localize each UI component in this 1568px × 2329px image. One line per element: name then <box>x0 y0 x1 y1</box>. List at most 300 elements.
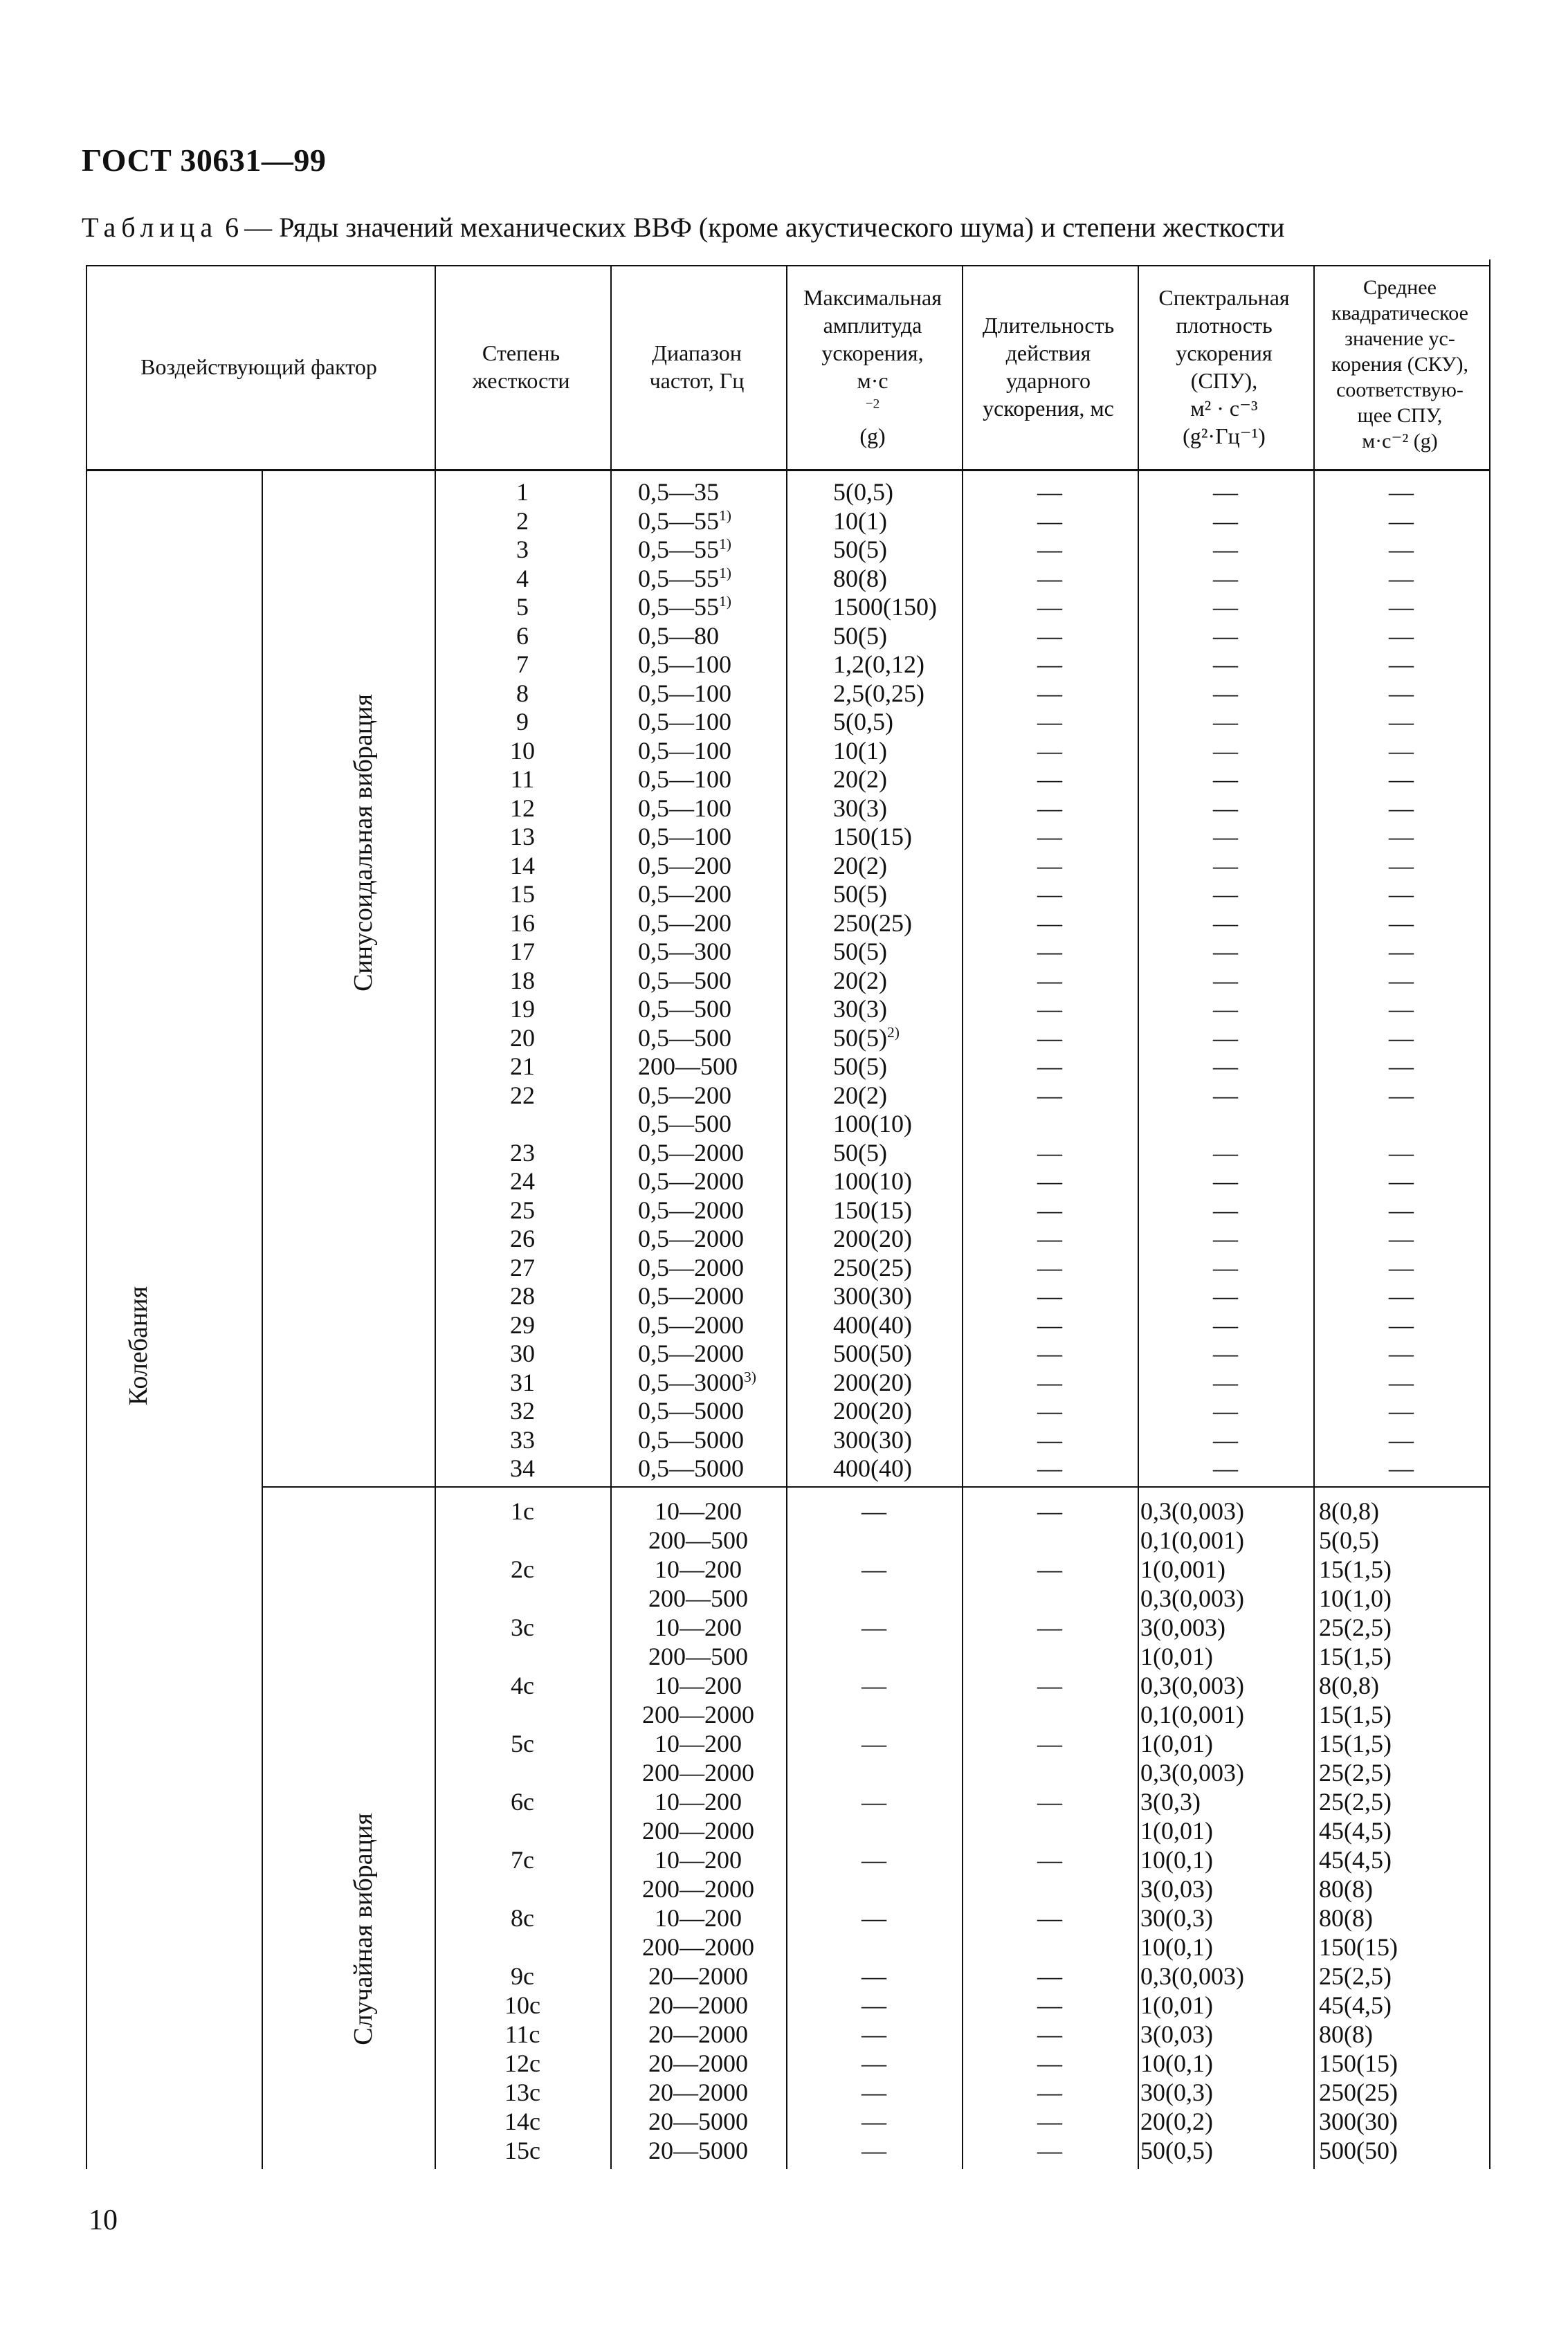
frequency-cell <box>638 477 786 506</box>
frequency-cell-text: 0,5—80 <box>638 621 719 650</box>
rms-cell-text: 25(2,5) <box>1319 1614 1392 1641</box>
rms-dash: — <box>1389 1425 1414 1454</box>
duration-dash: — <box>1037 1196 1062 1224</box>
duration-dash: — <box>1037 1397 1062 1425</box>
severity-cell-text: 6 <box>516 621 529 650</box>
severity-cell-text: 5 <box>516 593 529 621</box>
frequency-cell <box>638 1224 786 1253</box>
amplitude-cell <box>833 1023 962 1052</box>
psd-cell <box>1140 1903 1313 1933</box>
severity-cell-text: 29 <box>510 1310 535 1339</box>
frequency-cell <box>638 1052 786 1081</box>
psd-cell <box>1140 1584 1313 1613</box>
severity-cell <box>435 1339 610 1368</box>
severity-cell <box>435 1023 610 1052</box>
psd-cell-text: 30(0,3) <box>1140 2079 1213 2106</box>
rms-cell-text: 250(25) <box>1319 2079 1398 2106</box>
frequency-cell-text: 0,5—2000 <box>638 1196 744 1224</box>
frequency-cell <box>610 1874 786 1903</box>
severity-cell-text: 4 <box>516 564 529 592</box>
amplitude-cell-text: 100(10) <box>833 1110 912 1138</box>
psd-cell-text: 1(0,01) <box>1140 1730 1213 1757</box>
psd-dash: — <box>1213 564 1238 592</box>
frequency-cell <box>610 2136 786 2165</box>
severity-cell-text: 3с <box>511 1614 534 1641</box>
amplitude-cell <box>833 707 962 736</box>
frequency-cell <box>610 1962 786 1991</box>
severity-cell <box>435 765 610 794</box>
rms-dash: — <box>1389 1310 1414 1339</box>
amplitude-cell-text: 50(5) <box>833 536 887 563</box>
rms-cell-text: 45(4,5) <box>1319 1817 1392 1845</box>
severity-cell-text: 11с <box>504 2020 540 2048</box>
rms-cell <box>1319 2107 1489 2136</box>
severity-cell-text: 2 <box>516 506 529 535</box>
amplitude-cell <box>833 650 962 679</box>
severity-cell-text: 16 <box>510 908 535 937</box>
severity-cell <box>435 1167 610 1196</box>
amplitude-cell-text: 50(5) <box>833 1023 887 1052</box>
frequency-cell-text: 10—200 <box>655 1497 742 1525</box>
frequency-cell <box>638 851 786 880</box>
frequency-cell <box>638 1454 786 1483</box>
psd-cell-text: 0,1(0,001) <box>1140 1701 1244 1728</box>
duration-dash: — <box>1037 1614 1062 1641</box>
frequency-cell-footnote: 1) <box>719 536 731 552</box>
psd-cell-text: 3(0,03) <box>1140 2020 1213 2048</box>
amplitude-cell <box>833 564 962 593</box>
amplitude-dash: — <box>862 2079 886 2106</box>
severity-cell-text: 13с <box>504 2079 540 2106</box>
frequency-cell-text: 0,5—55 <box>638 536 719 563</box>
frequency-cell <box>638 765 786 794</box>
frequency-cell <box>638 1109 786 1138</box>
psd-dash: — <box>1213 1196 1238 1224</box>
severity-cell <box>435 1396 610 1425</box>
severity-cell <box>435 2049 610 2078</box>
amplitude-cell <box>833 1138 962 1167</box>
frequency-cell <box>610 2078 786 2107</box>
duration-dash: — <box>1037 794 1062 822</box>
psd-dash: — <box>1213 1310 1238 1339</box>
amplitude-cell-text: 50(5) <box>833 938 887 965</box>
frequency-cell-footnote: 3) <box>744 1368 756 1385</box>
frequency-cell-text: 200—2000 <box>642 1817 754 1845</box>
frequency-cell <box>638 966 786 995</box>
frequency-cell-text: 200—2000 <box>642 1701 754 1728</box>
frequency-cell-text: 20—2000 <box>648 2020 748 2048</box>
severity-cell-text: 9с <box>511 1962 534 1990</box>
caption-prefix: Таблица <box>82 212 219 243</box>
frequency-cell-footnote: 1) <box>719 506 731 524</box>
amplitude-cell <box>833 937 962 966</box>
severity-cell <box>435 506 610 536</box>
rms-dash: — <box>1389 1454 1414 1482</box>
psd-dash: — <box>1213 708 1238 736</box>
duration-dash: — <box>1037 1555 1062 1583</box>
psd-cell-text: 30(0,3) <box>1140 1904 1213 1932</box>
frequency-cell <box>610 1700 786 1729</box>
severity-cell-text: 1 <box>516 478 529 506</box>
rms-cell <box>1319 2136 1489 2165</box>
group-label-oscillations: Колебания <box>124 1286 153 1406</box>
psd-cell <box>1140 1845 1313 1874</box>
amplitude-cell-text: 500(50) <box>833 1340 912 1367</box>
frequency-cell-text: 0,5—3000 <box>638 1368 744 1396</box>
severity-cell-text: 18 <box>510 966 535 994</box>
column-border-0 <box>435 265 436 2169</box>
amplitude-cell-text: 2,5(0,25) <box>833 679 924 707</box>
column-border-5 <box>1313 265 1315 2169</box>
frequency-cell-text: 0,5—100 <box>638 679 731 707</box>
psd-cell <box>1140 1962 1313 1991</box>
psd-dash: — <box>1213 736 1238 765</box>
frequency-cell-text: 10—200 <box>655 1672 742 1699</box>
psd-dash: — <box>1213 1225 1238 1252</box>
severity-cell-text: 24 <box>510 1167 535 1195</box>
frequency-cell-text: 0,5—55 <box>638 593 719 621</box>
psd-cell-text: 1(0,01) <box>1140 1817 1213 1845</box>
psd-cell <box>1140 1555 1313 1584</box>
amplitude-dash: — <box>862 1991 886 2019</box>
amplitude-cell <box>833 1454 962 1483</box>
psd-cell-text: 0,3(0,003) <box>1140 1584 1244 1612</box>
rms-cell-text: 15(1,5) <box>1319 1555 1392 1583</box>
table-top-border <box>86 265 1490 266</box>
amplitude-cell-text: 30(3) <box>833 794 887 822</box>
frequency-cell-text: 200—500 <box>648 1526 748 1554</box>
duration-dash: — <box>1037 1788 1062 1816</box>
psd-dash: — <box>1213 765 1238 793</box>
frequency-cell <box>638 564 786 593</box>
severity-cell <box>435 1081 610 1110</box>
severity-cell-text: 3 <box>516 536 529 563</box>
frequency-cell <box>638 621 786 650</box>
frequency-cell-text: 0,5—200 <box>638 880 731 908</box>
rms-dash: — <box>1389 794 1414 822</box>
severity-cell-text: 11 <box>510 765 535 793</box>
amplitude-cell <box>833 1052 962 1081</box>
frequency-cell-text: 200—500 <box>648 1643 748 1670</box>
psd-cell <box>1140 2107 1313 2136</box>
frequency-cell <box>610 1729 786 1758</box>
duration-dash: — <box>1037 966 1062 994</box>
frequency-cell-text: 0,5—500 <box>638 1023 731 1052</box>
col-header-duration: Длительность действия ударного ускорения, мс <box>982 313 1115 421</box>
severity-cell <box>435 1138 610 1167</box>
frequency-cell <box>638 506 786 536</box>
rms-dash: — <box>1389 966 1414 994</box>
amplitude-cell-text: 20(2) <box>833 851 887 879</box>
psd-cell-text: 1(0,01) <box>1140 1643 1213 1670</box>
amplitude-cell <box>833 851 962 880</box>
psd-dash: — <box>1213 621 1238 650</box>
rms-dash: — <box>1389 880 1414 908</box>
frequency-cell <box>610 1991 786 2020</box>
amplitude-dash: — <box>862 1672 886 1699</box>
frequency-cell <box>610 1642 786 1671</box>
rms-cell-text: 45(4,5) <box>1319 1991 1392 2019</box>
amplitude-cell <box>833 1396 962 1425</box>
severity-cell-text: 2с <box>511 1555 534 1583</box>
frequency-cell <box>610 1584 786 1613</box>
frequency-cell <box>638 1368 786 1397</box>
severity-cell-text: 9 <box>516 708 529 736</box>
duration-dash: — <box>1037 1368 1062 1396</box>
amplitude-cell <box>833 1081 962 1110</box>
severity-cell <box>435 1671 610 1700</box>
rms-dash: — <box>1389 650 1414 678</box>
frequency-cell-text: 200—2000 <box>642 1875 754 1903</box>
severity-cell-text: 8с <box>511 1904 534 1932</box>
amplitude-cell <box>833 506 962 536</box>
duration-dash: — <box>1037 880 1062 908</box>
duration-dash: — <box>1037 1991 1062 2019</box>
group-split-border <box>262 1486 1490 1488</box>
severity-cell-text: 15 <box>510 880 535 908</box>
amplitude-cell <box>833 1310 962 1340</box>
frequency-cell-text: 0,5—2000 <box>638 1225 744 1252</box>
amplitude-cell <box>833 908 962 938</box>
duration-dash: — <box>1037 765 1062 793</box>
duration-dash: — <box>1037 1425 1062 1454</box>
rms-dash: — <box>1389 564 1414 592</box>
rms-dash: — <box>1389 478 1414 506</box>
psd-dash: — <box>1213 1167 1238 1195</box>
rms-cell <box>1319 1700 1489 1729</box>
amplitude-cell-text: 5(0,5) <box>833 478 893 506</box>
severity-cell-text: 28 <box>510 1282 535 1310</box>
duration-dash: — <box>1037 1138 1062 1167</box>
frequency-cell-text: 20—2000 <box>648 1962 748 1990</box>
frequency-cell <box>638 1396 786 1425</box>
severity-cell <box>435 822 610 851</box>
rms-dash: — <box>1389 1167 1414 1195</box>
severity-cell <box>435 592 610 621</box>
psd-dash: — <box>1213 1368 1238 1396</box>
column-border-2 <box>786 265 787 2169</box>
frequency-cell <box>610 1497 786 1526</box>
frequency-cell-text: 20—2000 <box>648 1991 748 2019</box>
amplitude-cell-text: 1,2(0,12) <box>833 650 924 678</box>
frequency-cell-text: 0,5—200 <box>638 1081 731 1109</box>
amplitude-dash: — <box>862 1846 886 1874</box>
psd-cell <box>1140 2078 1313 2107</box>
psd-cell-text: 10(0,1) <box>1140 2049 1213 2077</box>
page-number: 10 <box>89 2204 118 2236</box>
amplitude-cell <box>833 1339 962 1368</box>
frequency-cell-text: 0,5—5000 <box>638 1397 744 1425</box>
duration-dash: — <box>1037 2079 1062 2106</box>
amplitude-dash: — <box>862 1962 886 1990</box>
amplitude-dash: — <box>862 1555 886 1583</box>
amplitude-cell <box>833 1196 962 1225</box>
severity-cell-text: 26 <box>510 1225 535 1252</box>
amplitude-cell-text: 10(1) <box>833 506 887 535</box>
severity-cell-text: 14с <box>504 2108 540 2135</box>
frequency-cell <box>610 1816 786 1845</box>
duration-dash: — <box>1037 1672 1062 1699</box>
severity-cell <box>435 1991 610 2020</box>
psd-dash: — <box>1213 1253 1238 1281</box>
severity-cell <box>435 1224 610 1253</box>
severity-cell <box>435 1196 610 1225</box>
amplitude-cell-text: 1500(150) <box>833 593 937 621</box>
psd-dash: — <box>1213 679 1238 707</box>
frequency-cell <box>610 2107 786 2136</box>
psd-cell-text: 0,3(0,003) <box>1140 1497 1244 1525</box>
frequency-cell-text: 0,5—55 <box>638 564 719 592</box>
frequency-cell <box>638 822 786 851</box>
rms-cell <box>1319 1903 1489 1933</box>
psd-cell <box>1140 1816 1313 1845</box>
psd-cell <box>1140 1671 1313 1700</box>
psd-dash: — <box>1213 794 1238 822</box>
frequency-cell <box>610 1671 786 1700</box>
amplitude-cell-text: 100(10) <box>833 1167 912 1195</box>
duration-dash: — <box>1037 2049 1062 2077</box>
frequency-cell-text: 10—200 <box>655 1846 742 1874</box>
frequency-cell <box>638 679 786 708</box>
rms-cell-text: 500(50) <box>1319 2137 1398 2164</box>
rms-dash: — <box>1389 1368 1414 1396</box>
frequency-cell-text: 0,5—35 <box>638 478 719 506</box>
rms-cell-text: 5(0,5) <box>1319 1526 1379 1554</box>
duration-dash: — <box>1037 621 1062 650</box>
rms-cell-text: 25(2,5) <box>1319 1788 1392 1816</box>
frequency-cell-text: 0,5—300 <box>638 938 731 965</box>
amplitude-cell-text: 50(5) <box>833 1052 887 1080</box>
rms-dash: — <box>1389 1023 1414 1052</box>
frequency-cell <box>610 1758 786 1787</box>
duration-dash: — <box>1037 908 1062 937</box>
severity-cell <box>435 1962 610 1991</box>
amplitude-cell <box>833 736 962 765</box>
severity-cell-text: 30 <box>510 1340 535 1367</box>
psd-dash: — <box>1213 1454 1238 1482</box>
psd-cell <box>1140 1991 1313 2020</box>
psd-cell <box>1140 1729 1313 1758</box>
severity-cell <box>435 707 610 736</box>
frequency-cell-text: 20—5000 <box>648 2137 748 2164</box>
rms-cell <box>1319 2049 1489 2078</box>
frequency-cell <box>638 1339 786 1368</box>
severity-cell <box>435 908 610 938</box>
severity-cell-text: 33 <box>510 1425 535 1454</box>
duration-dash: — <box>1037 1282 1062 1310</box>
amplitude-dash: — <box>862 1904 886 1932</box>
duration-dash: — <box>1037 1225 1062 1252</box>
psd-cell-text: 1(0,01) <box>1140 1991 1213 2019</box>
duration-dash: — <box>1037 938 1062 965</box>
severity-cell <box>435 1425 610 1454</box>
frequency-cell-text: 200—2000 <box>642 1933 754 1961</box>
frequency-cell <box>638 937 786 966</box>
rms-dash: — <box>1389 1081 1414 1109</box>
frequency-cell <box>638 535 786 564</box>
rms-cell <box>1319 1816 1489 1845</box>
rms-cell-text: 300(30) <box>1319 2108 1398 2135</box>
duration-dash: — <box>1037 478 1062 506</box>
frequency-cell <box>638 1081 786 1110</box>
duration-dash: — <box>1037 2137 1062 2164</box>
severity-cell-text: 10 <box>510 736 535 765</box>
frequency-cell-text: 0,5—2000 <box>638 1340 744 1367</box>
psd-dash: — <box>1213 650 1238 678</box>
frequency-cell-text: 20—2000 <box>648 2049 748 2077</box>
frequency-cell-text: 0,5—100 <box>638 708 731 736</box>
frequency-cell-text: 0,5—100 <box>638 823 731 850</box>
duration-dash: — <box>1037 2108 1062 2135</box>
frequency-cell-text: 0,5—55 <box>638 506 719 535</box>
rms-cell <box>1319 1555 1489 1584</box>
amplitude-cell <box>833 765 962 794</box>
duration-dash: — <box>1037 593 1062 621</box>
psd-cell <box>1140 1613 1313 1642</box>
rms-dash: — <box>1389 1397 1414 1425</box>
frequency-cell-text: 0,5—500 <box>638 966 731 994</box>
amplitude-cell-text: 20(2) <box>833 765 887 793</box>
frequency-cell <box>610 2049 786 2078</box>
psd-dash: — <box>1213 593 1238 621</box>
column-border-1 <box>610 265 612 2169</box>
amplitude-cell <box>833 679 962 708</box>
duration-dash: — <box>1037 1023 1062 1052</box>
frequency-cell <box>638 707 786 736</box>
severity-cell-text: 19 <box>510 995 535 1023</box>
frequency-cell-footnote: 1) <box>719 593 731 610</box>
severity-cell <box>435 621 610 650</box>
severity-cell-text: 32 <box>510 1397 535 1425</box>
amplitude-cell <box>833 535 962 564</box>
rms-dash: — <box>1389 593 1414 621</box>
severity-cell <box>435 1454 610 1483</box>
amplitude-cell-text: 200(20) <box>833 1368 912 1396</box>
amplitude-dash: — <box>862 2020 886 2048</box>
rms-dash: — <box>1389 938 1414 965</box>
frequency-cell <box>638 794 786 823</box>
rms-dash: — <box>1389 736 1414 765</box>
severity-cell <box>435 1555 610 1584</box>
severity-cell <box>435 994 610 1023</box>
duration-dash: — <box>1037 1454 1062 1482</box>
frequency-cell-text: 20—5000 <box>648 2108 748 2135</box>
amplitude-cell <box>833 794 962 823</box>
rms-dash: — <box>1389 1052 1414 1080</box>
frequency-cell <box>638 1023 786 1052</box>
amplitude-cell <box>833 592 962 621</box>
psd-dash: — <box>1213 1397 1238 1425</box>
frequency-cell-text: 0,5—200 <box>638 908 731 937</box>
duration-dash: — <box>1037 1253 1062 1281</box>
psd-dash: — <box>1213 880 1238 908</box>
duration-dash: — <box>1037 995 1062 1023</box>
amplitude-cell <box>833 822 962 851</box>
rms-cell <box>1319 1584 1489 1613</box>
amplitude-cell-text: 250(25) <box>833 1253 912 1281</box>
amplitude-cell-text: 400(40) <box>833 1454 912 1482</box>
rms-dash: — <box>1389 536 1414 563</box>
severity-cell <box>435 2078 610 2107</box>
rms-cell <box>1319 1991 1489 2020</box>
rms-dash: — <box>1389 1253 1414 1281</box>
severity-cell-text: 21 <box>510 1052 535 1080</box>
frequency-cell <box>610 1845 786 1874</box>
psd-dash: — <box>1213 908 1238 937</box>
severity-cell <box>435 1281 610 1310</box>
rms-cell <box>1319 1671 1489 1700</box>
table-left-border <box>86 265 87 2169</box>
